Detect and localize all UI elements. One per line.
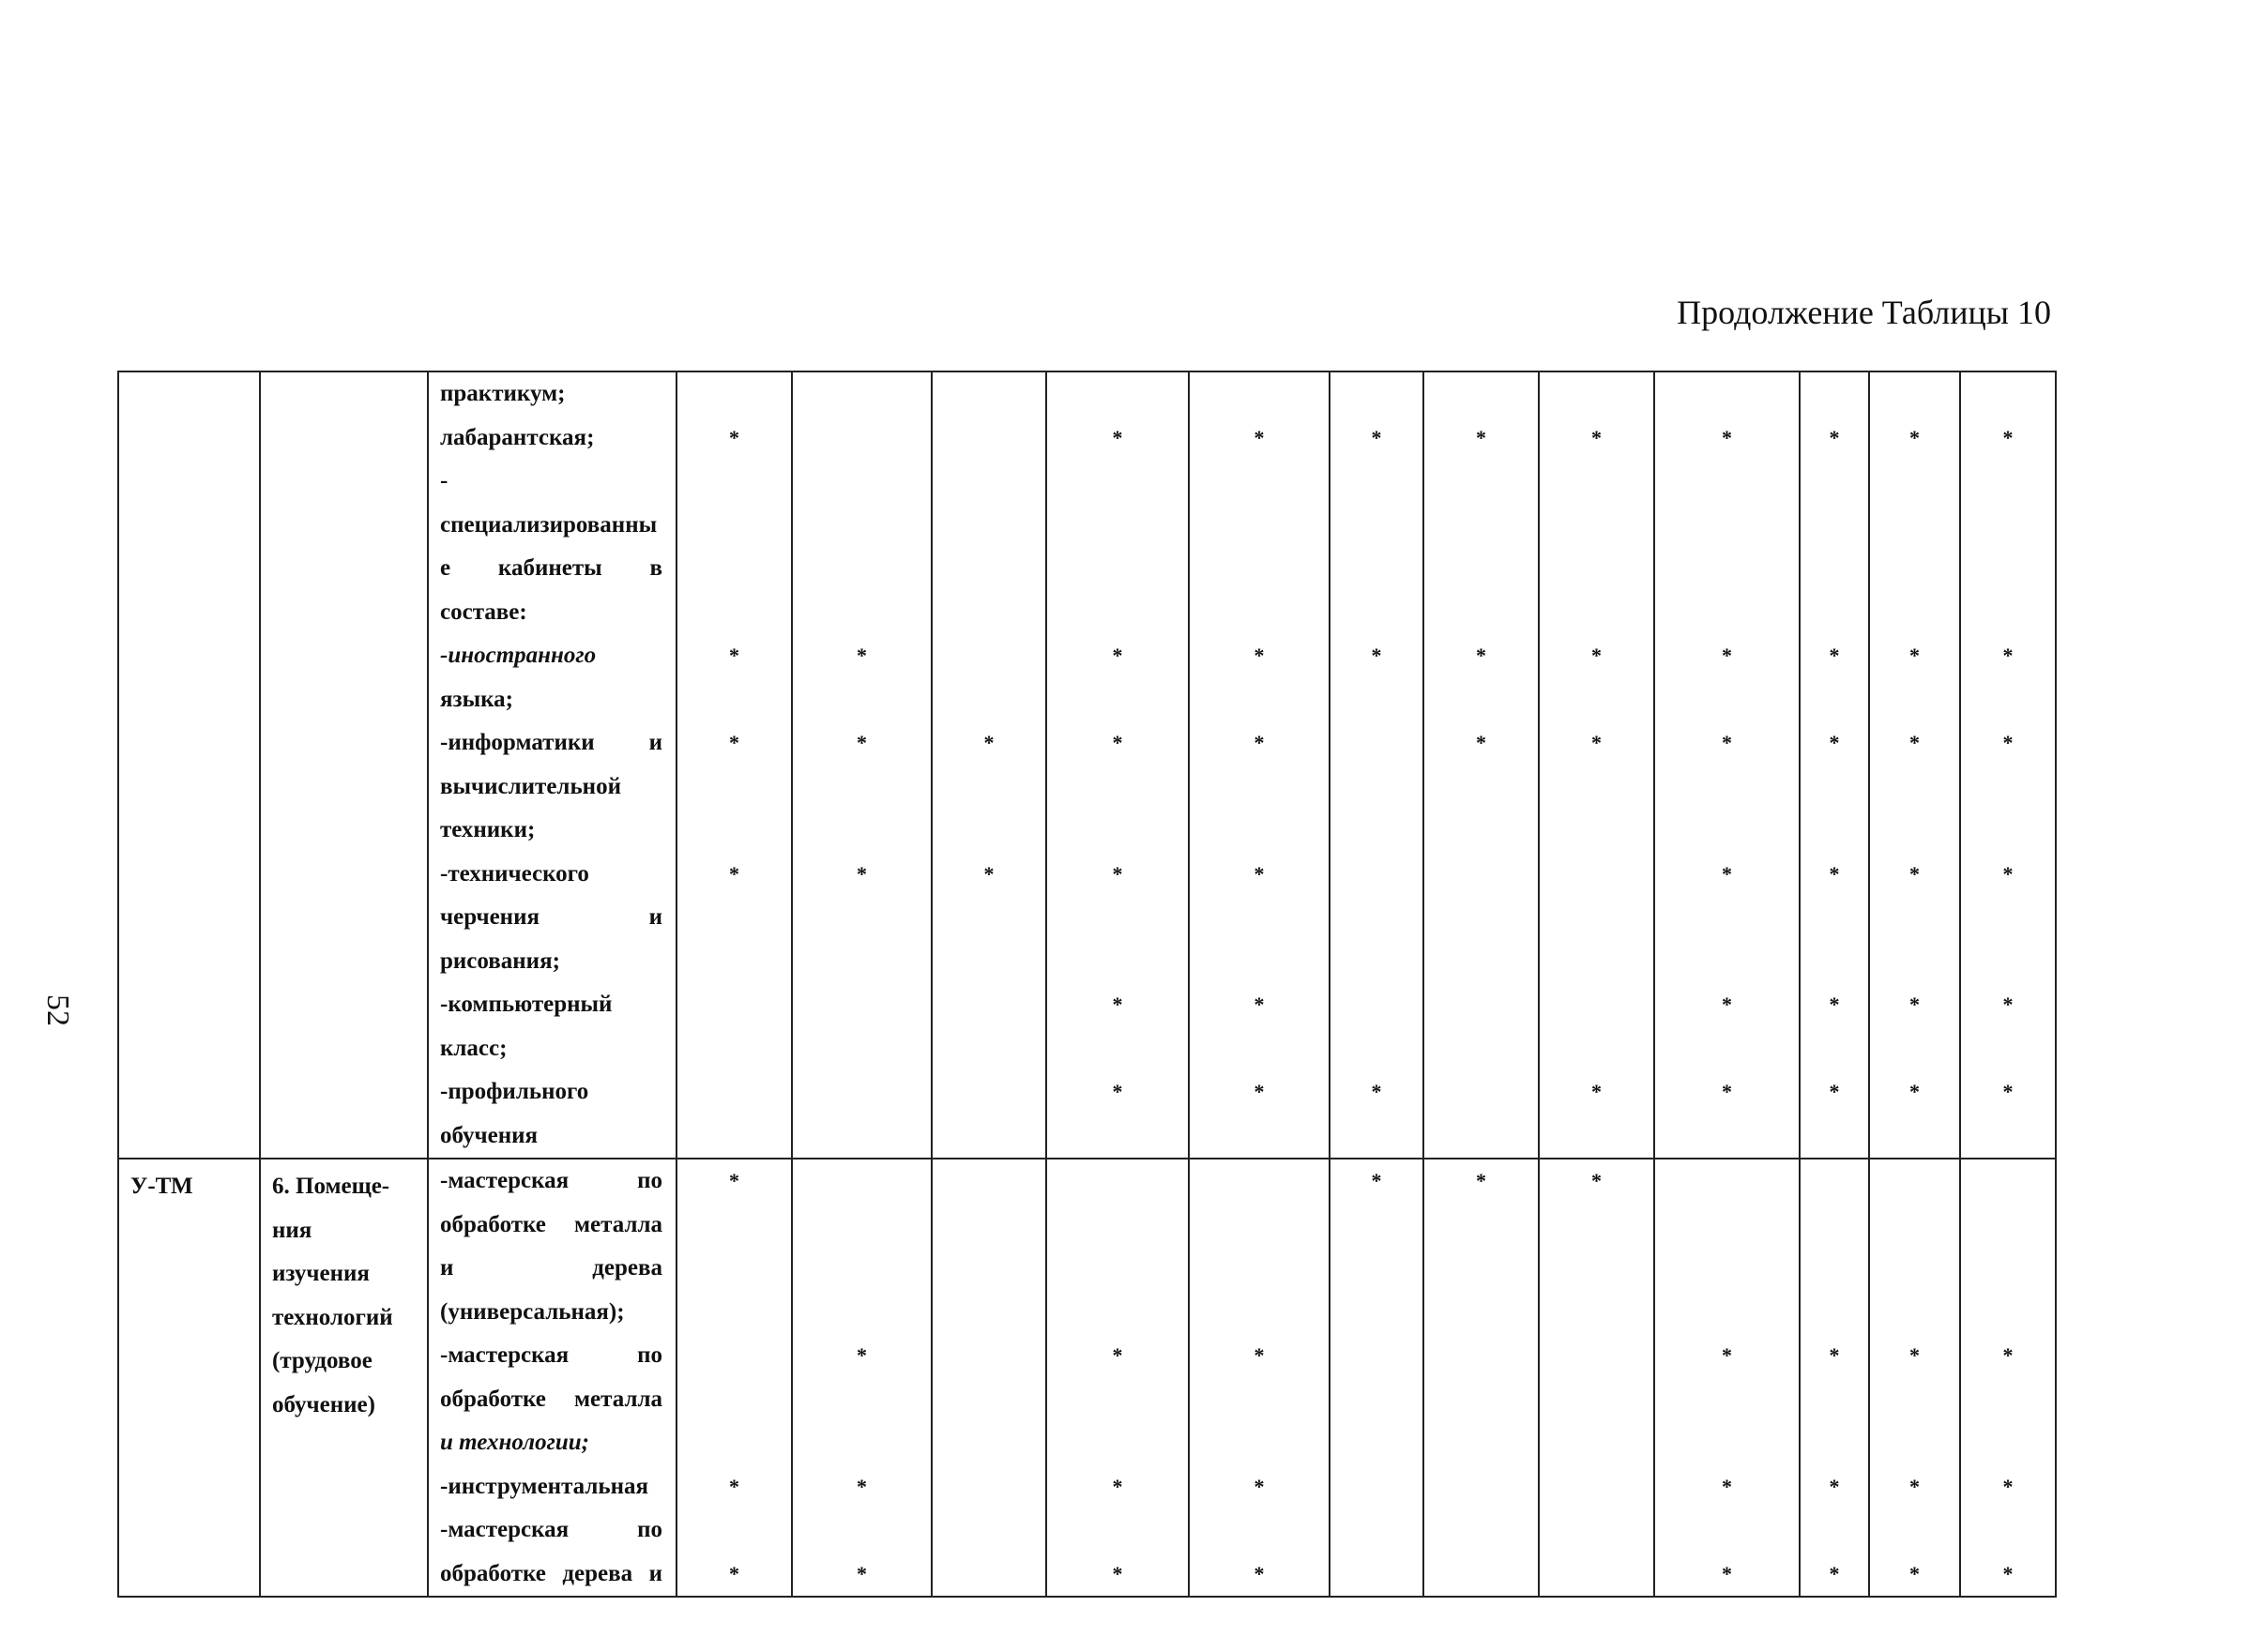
row-section-cell	[260, 371, 428, 1159]
asterisk-mark: *	[857, 1474, 867, 1498]
asterisk-mark: *	[1829, 993, 1840, 1016]
asterisk-mark: *	[1829, 1474, 1840, 1498]
asterisk-mark: *	[1112, 1561, 1123, 1585]
asterisk-mark: *	[1476, 425, 1486, 449]
mark-cell	[1539, 1159, 1654, 1597]
asterisk-mark: *	[1909, 425, 1920, 449]
asterisk-mark: *	[1371, 1169, 1382, 1192]
asterisk-mark: *	[983, 861, 995, 886]
asterisk-mark: *	[2002, 1561, 2014, 1585]
asterisk-mark: *	[1722, 731, 1732, 754]
asterisk-mark: *	[1591, 1169, 1602, 1192]
mark-cell	[1800, 371, 1869, 1159]
asterisk-mark: *	[1112, 993, 1123, 1016]
asterisk-mark: *	[1722, 1080, 1732, 1103]
asterisk-mark: *	[1254, 1080, 1265, 1103]
premises-line: -иностранного	[440, 643, 597, 668]
asterisk-mark: *	[1909, 861, 1920, 886]
asterisk-mark: *	[1371, 644, 1382, 667]
mark-cell	[1330, 1159, 1423, 1597]
premises-line: -	[440, 468, 448, 493]
mark-cell	[1046, 371, 1189, 1159]
mark-cell	[1800, 1159, 1869, 1597]
table-row	[118, 371, 2056, 1159]
asterisk-mark: *	[1254, 731, 1265, 754]
section-line: изучения	[272, 1261, 370, 1286]
row-code-cell: У-ТМ	[118, 1159, 260, 1597]
asterisk-mark: *	[729, 1169, 739, 1192]
premises-line: -технического	[440, 860, 589, 887]
asterisk-mark: *	[2002, 1343, 2014, 1367]
premises-line: -мастерская по	[440, 1342, 662, 1368]
asterisk-mark: *	[983, 731, 995, 754]
table-row	[118, 1159, 2056, 1597]
asterisk-mark: *	[1829, 644, 1840, 667]
premises-line: обработке металла	[440, 1386, 662, 1412]
asterisk-mark: *	[857, 644, 867, 667]
table-caption: Продолжение Таблицы 10	[1677, 294, 2051, 331]
asterisk-mark: *	[1112, 1474, 1123, 1498]
asterisk-mark: *	[857, 861, 867, 886]
mark-cell	[932, 1159, 1046, 1597]
asterisk-mark: *	[1254, 1343, 1265, 1367]
asterisk-mark: *	[1829, 425, 1840, 449]
section-line: (трудовое	[272, 1348, 372, 1373]
asterisk-mark: *	[2002, 1474, 2014, 1498]
mark-cell	[792, 1159, 932, 1597]
mark-cell	[677, 371, 792, 1159]
premises-line: специализированны	[440, 511, 658, 538]
mark-cell	[1189, 1159, 1330, 1597]
mark-cell	[1960, 371, 2056, 1159]
asterisk-mark: *	[1829, 1343, 1840, 1367]
premises-line: класс;	[440, 1035, 508, 1061]
asterisk-mark: *	[1112, 1343, 1123, 1367]
premises-line: обучения	[440, 1122, 539, 1148]
premises-line: обработке металла	[440, 1211, 662, 1237]
page-number: 52	[40, 994, 75, 1026]
asterisk-mark: *	[1112, 861, 1123, 886]
premises-line: обработке дерева и	[440, 1560, 662, 1586]
asterisk-mark: *	[1476, 1169, 1486, 1192]
premises-line: и дерева	[440, 1255, 662, 1281]
premises-line: и технологии;	[440, 1430, 589, 1455]
section-line: ния	[272, 1217, 312, 1243]
mark-cell	[677, 1159, 792, 1597]
asterisk-mark: *	[1909, 644, 1920, 667]
asterisk-mark: *	[1909, 993, 1920, 1016]
asterisk-mark: *	[1254, 644, 1265, 667]
asterisk-mark: *	[1722, 644, 1732, 667]
asterisk-mark: *	[729, 1561, 739, 1585]
asterisk-mark: *	[1722, 425, 1732, 449]
asterisk-mark: *	[1722, 1474, 1732, 1498]
equipment-table	[117, 371, 2057, 1598]
premises-line: е кабинеты в	[440, 555, 662, 581]
asterisk-mark: *	[1591, 425, 1602, 449]
asterisk-mark: *	[1829, 731, 1840, 754]
asterisk-mark: *	[1591, 731, 1602, 754]
row-premises-cell	[428, 1159, 677, 1597]
asterisk-mark: *	[1909, 1343, 1920, 1367]
mark-cell	[1423, 1159, 1539, 1597]
row-code-cell	[118, 371, 260, 1159]
premises-line: техники;	[440, 817, 536, 842]
asterisk-mark: *	[1591, 644, 1602, 667]
mark-cell	[1960, 1159, 2056, 1597]
asterisk-mark: *	[1829, 1080, 1840, 1103]
mark-cell	[932, 371, 1046, 1159]
asterisk-mark: *	[857, 1343, 867, 1367]
asterisk-mark: *	[1112, 1080, 1123, 1103]
asterisk-mark: *	[1254, 1474, 1265, 1498]
asterisk-mark: *	[1909, 1080, 1920, 1103]
asterisk-mark: *	[2002, 644, 2014, 667]
asterisk-mark: *	[2002, 731, 2014, 754]
mark-cell	[1046, 1159, 1189, 1597]
premises-line: вычислительной	[440, 773, 621, 799]
premises-line: -профильного	[440, 1079, 589, 1104]
premises-line: рисования;	[440, 947, 560, 974]
row-section-cell	[260, 1159, 428, 1597]
asterisk-mark: *	[1909, 1474, 1920, 1498]
asterisk-mark: *	[1909, 1561, 1920, 1585]
asterisk-mark: *	[1476, 644, 1486, 667]
asterisk-mark: *	[857, 1561, 867, 1585]
asterisk-mark: *	[1722, 1343, 1732, 1367]
asterisk-mark: *	[2002, 861, 2014, 886]
asterisk-mark: *	[1112, 425, 1123, 449]
asterisk-mark: *	[1909, 731, 1920, 754]
premises-line: -мастерская по	[440, 1168, 662, 1193]
asterisk-mark: *	[2002, 425, 2014, 449]
premises-line: (универсальная);	[440, 1298, 625, 1325]
section-line: 6. Помеще-	[272, 1174, 390, 1199]
row-premises-cell	[428, 371, 677, 1159]
asterisk-mark: *	[1112, 731, 1123, 754]
mark-cell	[1330, 371, 1423, 1159]
mark-cell	[1423, 371, 1539, 1159]
asterisk-mark: *	[1254, 861, 1265, 886]
asterisk-mark: *	[1254, 993, 1265, 1016]
asterisk-mark: *	[729, 644, 739, 667]
asterisk-mark: *	[1254, 1561, 1265, 1585]
asterisk-mark: *	[1829, 861, 1840, 886]
asterisk-mark: *	[729, 861, 739, 886]
asterisk-mark: *	[2002, 993, 2014, 1016]
asterisk-mark: *	[2002, 1080, 2014, 1103]
section-line: обучение)	[272, 1391, 375, 1417]
asterisk-mark: *	[857, 731, 867, 754]
asterisk-mark: *	[729, 1474, 739, 1498]
premises-line: черчения и	[440, 904, 662, 930]
section-line: технологий	[272, 1304, 393, 1330]
premises-line: практикум;	[440, 381, 566, 406]
asterisk-mark: *	[1722, 861, 1732, 886]
asterisk-mark: *	[729, 731, 739, 754]
premises-line: -информатики и	[440, 730, 662, 755]
mark-cell	[1869, 371, 1960, 1159]
asterisk-mark: *	[1112, 644, 1123, 667]
asterisk-mark: *	[1254, 425, 1265, 449]
premises-line: -мастерская по	[440, 1517, 662, 1542]
premises-line: -компьютерный	[440, 992, 613, 1017]
premises-line: -инструментальная	[440, 1473, 649, 1499]
asterisk-mark: *	[1591, 1080, 1602, 1103]
mark-cell	[792, 371, 932, 1159]
mark-cell	[1189, 371, 1330, 1159]
asterisk-mark: *	[729, 425, 739, 449]
asterisk-mark: *	[1722, 993, 1732, 1016]
mark-cell	[1539, 371, 1654, 1159]
mark-cell	[1654, 1159, 1800, 1597]
asterisk-mark: *	[1829, 1561, 1840, 1585]
premises-line: языка;	[440, 686, 513, 712]
premises-line: составе:	[440, 599, 527, 625]
asterisk-mark: *	[1371, 425, 1382, 449]
mark-cell	[1654, 371, 1800, 1159]
asterisk-mark: *	[1476, 731, 1486, 754]
asterisk-mark: *	[1722, 1561, 1732, 1585]
premises-line: лабарантская;	[440, 424, 595, 450]
mark-cell	[1869, 1159, 1960, 1597]
asterisk-mark: *	[1371, 1080, 1382, 1103]
